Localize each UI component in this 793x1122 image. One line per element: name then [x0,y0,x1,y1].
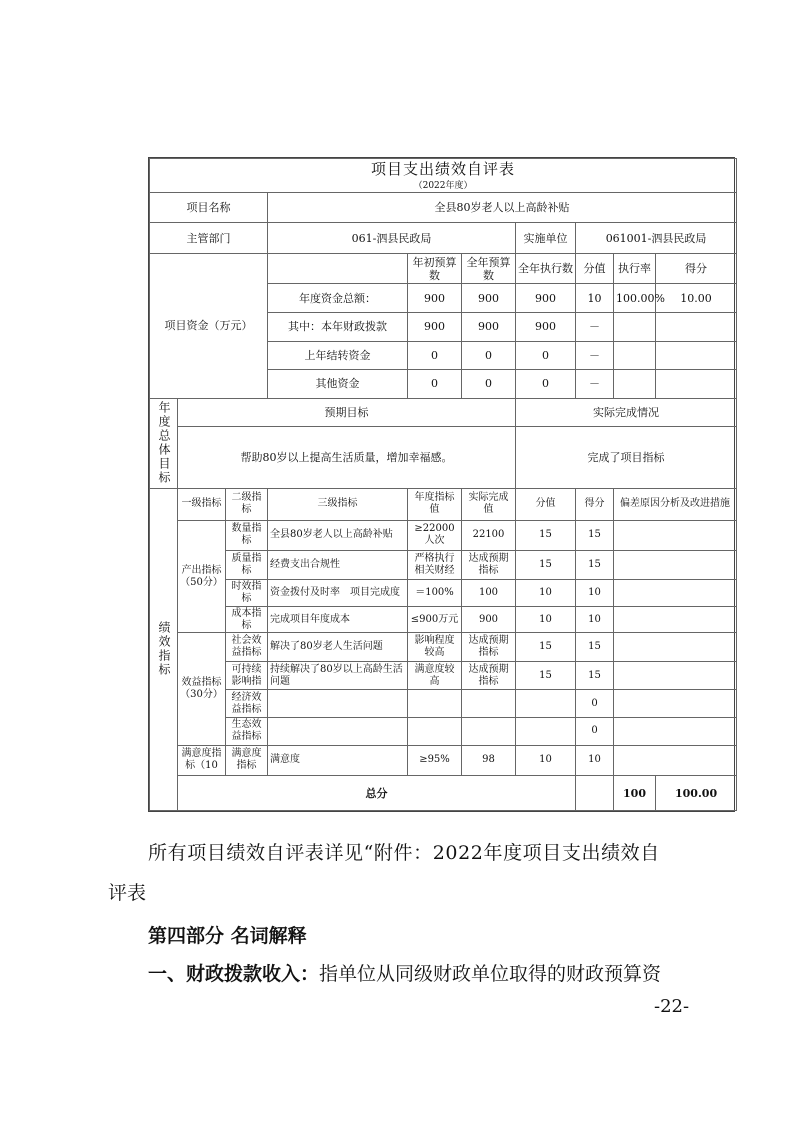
ind-score: 15 [516,550,576,580]
total-got: 100.00 [656,776,737,811]
fund-cell [656,341,737,370]
ind-l3: 经费支出合规性 [268,550,408,580]
dept-label: 主管部门 [150,223,268,254]
dept-value: 061-泗县民政局 [268,223,516,254]
ind-l2: 时效指标 [226,580,268,607]
ind-got: 15 [576,521,614,551]
fund-row-label: 其中：本年财政拨款 [268,313,408,342]
fund-cell [614,313,656,342]
ind-score: 10 [516,606,576,633]
ind-actual: 达成预期指标 [462,661,516,690]
fund-cell [656,313,737,342]
benefit-label: 效益指标（30分） [178,633,226,745]
fund-cell: 0 [516,370,576,399]
fund-header: 全年执行数 [516,253,576,284]
overall-label: 年度总体目标 [150,398,178,488]
ind-score: 10 [516,745,576,776]
term-label: 一、财政拨款收入： [148,963,320,985]
fund-cell: － [576,313,614,342]
ind-score: 15 [516,633,576,662]
ind-got: 0 [576,718,614,746]
fund-cell: － [576,341,614,370]
fund-cell: 900 [516,313,576,342]
table-year: （2022年度） [150,180,737,192]
ind-target: 影响程度较高 [408,633,462,662]
ind-l3 [268,718,408,746]
fund-cell: 0 [516,341,576,370]
expected-label: 预期目标 [178,398,516,427]
ind-actual: 达成预期指标 [462,633,516,662]
body-line-2: 评表 [108,882,147,904]
fund-cell: 900 [462,313,516,342]
ind-actual [462,718,516,746]
project-name-label: 项目名称 [150,192,268,223]
ind-note [614,521,737,551]
ind-l3: 满意度 [268,745,408,776]
ind-header: 三级指标 [268,488,408,521]
ind-header: 偏差原因分析及改进措施 [614,488,737,521]
ind-note [614,633,737,662]
body-line-1: 所有项目绩效自评表详见“附件：2022年度项目支出绩效自 [148,842,660,864]
total-score: 100 [614,776,656,811]
fund-cell: 0 [408,341,462,370]
ind-note [614,745,737,776]
ind-got: 15 [576,550,614,580]
ind-score: 10 [516,580,576,607]
ind-l2: 可持续影响指 [226,661,268,690]
fund-header: 年初预算数 [408,253,462,284]
ind-got: 10 [576,580,614,607]
ind-l2: 经济效益指标 [226,690,268,718]
page-number: -22- [654,996,690,1017]
ind-l3: 持续解决了80岁以上高龄生活问题 [268,661,408,690]
ind-l2: 生态效益指标 [226,718,268,746]
ind-header: 年度指标值 [408,488,462,521]
ind-got: 15 [576,661,614,690]
fund-cell: 0 [462,370,516,399]
ind-l2: 满意度指标 [226,745,268,776]
ind-header: 得分 [576,488,614,521]
ind-got: 10 [576,606,614,633]
fund-header: 得分 [656,253,737,284]
fund-cell [656,370,737,399]
fund-cell: 10.00 [656,284,737,313]
ind-target [408,718,462,746]
ind-l2: 社会效益指标 [226,633,268,662]
ind-actual: 98 [462,745,516,776]
fund-label: 项目资金（万元） [150,253,268,398]
ind-note [614,661,737,690]
ind-actual: 900 [462,606,516,633]
ind-target [408,690,462,718]
total-blank [576,776,614,811]
impl-label: 实施单位 [516,223,576,254]
fund-cell: 900 [516,284,576,313]
ind-l3: 资金拨付及时率 项目完成度 [268,580,408,607]
ind-target: ≥22000人次 [408,521,462,551]
performance-table [148,157,735,812]
fund-cell [614,341,656,370]
table-title: 项目支出绩效自评表 [150,159,737,180]
ind-target: ≤900万元 [408,606,462,633]
ind-target: 严格执行相关财经 [408,550,462,580]
ind-actual: 22100 [462,521,516,551]
fund-cell: 0 [408,370,462,399]
ind-actual: 达成预期指标 [462,550,516,580]
fund-header: 全年预算数 [462,253,516,284]
ind-note [614,550,737,580]
project-name: 全县80岁老人以上高龄补贴 [268,192,737,223]
output-label: 产出指标（50分） [178,521,226,633]
ind-target: 满意度较高 [408,661,462,690]
ind-score [516,718,576,746]
ind-score [516,690,576,718]
perf-label: 绩效指标 [150,488,178,810]
ind-target: ≥95% [408,745,462,776]
ind-score: 15 [516,661,576,690]
ind-note [614,718,737,746]
ind-target: ＝100% [408,580,462,607]
expected-text: 帮助80岁以上提高生活质量，增加幸福感。 [178,427,516,488]
actual-text: 完成了项目指标 [516,427,737,488]
ind-got: 0 [576,690,614,718]
ind-l3: 完成项目年度成本 [268,606,408,633]
ind-header: 分值 [516,488,576,521]
ind-l3 [268,690,408,718]
fund-cell: － [576,370,614,399]
ind-got: 15 [576,633,614,662]
fund-row-label: 年度资金总额： [268,284,408,313]
ind-note [614,580,737,607]
fund-cell: 900 [462,284,516,313]
ind-got: 10 [576,745,614,776]
impl-value: 061001-泗县民政局 [576,223,737,254]
fund-header: 分值 [576,253,614,284]
body-line-3 [148,960,748,988]
fund-cell: 100.00% [614,284,656,313]
term-definition: 指单位从同级财政单位取得的财政预算资 [319,963,662,985]
fund-cell: 0 [462,341,516,370]
ind-header: 二级指标 [226,488,268,521]
ind-header: 实际完成值 [462,488,516,521]
ind-l2: 成本指标 [226,606,268,633]
ind-l3: 解决了80岁老人生活问题 [268,633,408,662]
satis-label: 满意度指标（10 [178,745,226,776]
ind-note [614,606,737,633]
fund-row-label: 上年结转资金 [268,341,408,370]
fund-header-blank [268,253,408,284]
fund-row-label: 其他资金 [268,370,408,399]
ind-note [614,690,737,718]
ind-l2: 数量指标 [226,521,268,551]
ind-header: 一级指标 [178,488,226,521]
fund-cell: 900 [408,313,462,342]
ind-l3: 全县80岁老人以上高龄补贴 [268,521,408,551]
section-heading: 第四部分 名词解释 [148,925,307,947]
fund-cell: 10 [576,284,614,313]
fund-cell: 900 [408,284,462,313]
total-label: 总分 [178,776,576,811]
ind-actual: 100 [462,580,516,607]
ind-actual [462,690,516,718]
fund-header: 执行率 [614,253,656,284]
actual-label: 实际完成情况 [516,398,737,427]
ind-l2: 质量指标 [226,550,268,580]
fund-cell [614,370,656,399]
ind-score: 15 [516,521,576,551]
